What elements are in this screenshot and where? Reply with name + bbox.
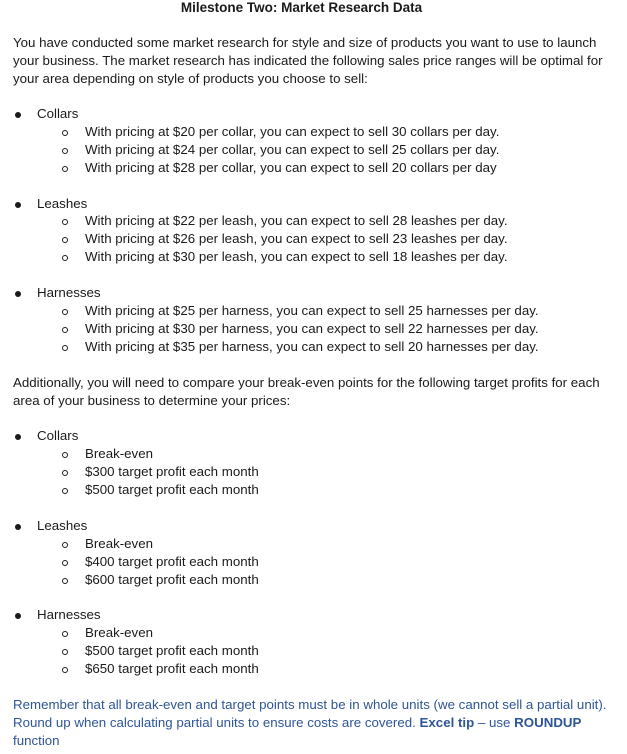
target-item-text: Break-even	[85, 625, 153, 640]
circle-bullet-icon	[62, 452, 68, 458]
circle-bullet-icon	[62, 578, 68, 584]
circle-bullet-icon	[62, 488, 68, 494]
pricing-item-text: With pricing at $24 per collar, you can expect to sell 25 collars per day.	[85, 142, 500, 157]
roundup-note	[13, 696, 618, 750]
circle-bullet-icon	[62, 219, 68, 225]
bullet-label: Collars	[37, 428, 79, 443]
pricing-item-text: With pricing at $35 per harness, you can expect to sell 20 harnesses per day.	[85, 339, 539, 354]
pricing-item-text: With pricing at $26 per leash, you can expect to sell 23 leashes per day.	[85, 231, 508, 246]
target-item-text: Break-even	[85, 536, 153, 551]
circle-bullet-icon	[62, 649, 68, 655]
circle-bullet-icon	[62, 130, 68, 136]
pricing-item-text: With pricing at $22 per leash, you can expect to sell 28 leashes per day.	[85, 213, 508, 228]
pricing-item-text: With pricing at $30 per harness, you can expect to sell 22 harnesses per day.	[85, 321, 539, 336]
excel-tip-label: Excel tip	[419, 715, 475, 730]
circle-bullet-icon	[62, 470, 68, 476]
target-item-text: $600 target profit each month	[85, 572, 259, 587]
pricing-item-text: With pricing at $28 per collar, you can expect to sell 20 collars per day	[85, 160, 497, 175]
target-item-text: $500 target profit each month	[85, 482, 259, 497]
additional-paragraph: Additionally, you will need to compare your break-even points for the following target profits for each area of your business to determine your prices:	[13, 375, 600, 408]
target-item-text: $300 target profit each month	[85, 464, 259, 479]
circle-bullet-icon	[62, 309, 68, 315]
bullet-label: Leashes	[37, 518, 88, 533]
target-item-text: $650 target profit each month	[85, 661, 259, 676]
circle-bullet-icon	[62, 148, 68, 154]
bullet-label: Harnesses	[37, 607, 101, 622]
note-text: function	[13, 733, 60, 748]
circle-bullet-icon	[62, 631, 68, 637]
bullet-icon	[15, 524, 21, 530]
note-text: Remember that all break-even and target points must be in whole units (we cannot sell a partial unit). Round up when calculating partial units to ensure costs are covered.	[13, 697, 607, 730]
bullet-icon	[15, 112, 21, 118]
bullet-label: Collars	[37, 106, 79, 121]
circle-bullet-icon	[62, 237, 68, 243]
circle-bullet-icon	[62, 255, 68, 261]
circle-bullet-icon	[62, 166, 68, 172]
bullet-icon	[15, 613, 21, 619]
circle-bullet-icon	[62, 667, 68, 673]
target-item-text: $400 target profit each month	[85, 554, 259, 569]
pricing-item-text: With pricing at $30 per leash, you can expect to sell 18 leashes per day.	[85, 249, 508, 264]
roundup-function-name: ROUNDUP	[514, 715, 582, 730]
bullet-label: Harnesses	[37, 285, 101, 300]
pricing-item-text: With pricing at $20 per collar, you can expect to sell 30 collars per day.	[85, 124, 500, 139]
circle-bullet-icon	[62, 560, 68, 566]
bullet-icon	[15, 434, 21, 440]
document-title: Milestone Two: Market Research Data	[180, 0, 423, 15]
circle-bullet-icon	[62, 327, 68, 333]
bullet-icon	[15, 202, 21, 208]
note-text: – use	[474, 715, 511, 730]
target-item-text: $500 target profit each month	[85, 643, 259, 658]
circle-bullet-icon	[62, 345, 68, 351]
circle-bullet-icon	[62, 542, 68, 548]
intro-paragraph: You have conducted some market research for style and size of products you want to use to launch your business. The market research has indicated the following sales price ranges will be optimal for your area depending on style of products you choose to sell:	[13, 35, 603, 86]
bullet-label: Leashes	[37, 196, 88, 211]
target-item-text: Break-even	[85, 446, 153, 461]
pricing-item-text: With pricing at $25 per harness, you can expect to sell 25 harnesses per day.	[85, 303, 539, 318]
bullet-icon	[15, 291, 21, 297]
